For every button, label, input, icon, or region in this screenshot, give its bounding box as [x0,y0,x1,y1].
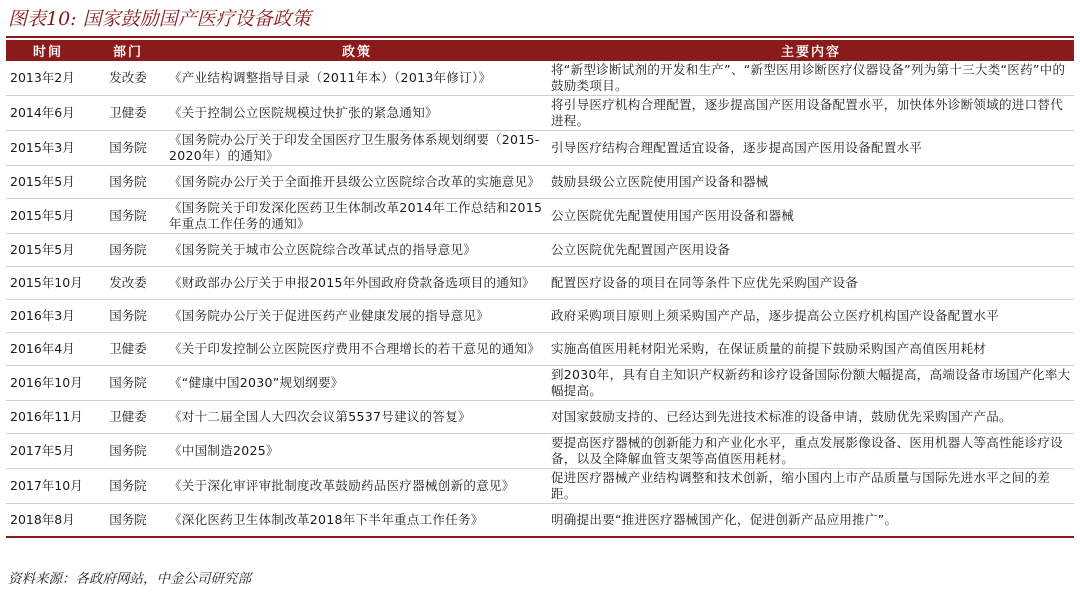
table-row [6,96,1074,131]
header-content: 主要内容 [548,40,1074,61]
cell-time: 2016年4月 [6,333,90,366]
table-row [6,61,1074,96]
cell-time: 2016年11月 [6,401,90,434]
cell-content: 将引导医疗机构合理配置，逐步提高国产医用设备配置水平，加快体外诊断领域的进口替代进程。 [548,96,1074,131]
cell-time: 2015年5月 [6,234,90,267]
cell-time: 2017年5月 [6,434,90,469]
policy-table [6,40,1074,538]
cell-content: 配置医疗设备的项目在同等条件下应优先采购国产设备 [548,267,1074,300]
cell-content: 鼓励县级公立医院使用国产设备和器械 [548,166,1074,199]
cell-policy: 《关于深化审评审批制度改革鼓励药品医疗器械创新的意见》 [166,469,548,504]
cell-dept: 国务院 [90,131,166,166]
cell-time: 2015年5月 [6,166,90,199]
cell-policy: 《关于印发控制公立医院医疗费用不合理增长的若干意见的通知》 [166,333,548,366]
page-title: 图表10: 国家鼓励国产医疗设备政策 [8,8,311,30]
cell-content: 对国家鼓励支持的、已经达到先进技术标准的设备申请，鼓励优先采购国产产品。 [548,401,1074,434]
cell-time: 2014年6月 [6,96,90,131]
cell-policy: 《“健康中国2030”规划纲要》 [166,366,548,401]
cell-time: 2018年8月 [6,504,90,537]
table-row [6,166,1074,199]
cell-dept: 国务院 [90,366,166,401]
cell-dept: 国务院 [90,434,166,469]
table-row [6,131,1074,166]
table-row [6,300,1074,333]
cell-policy: 《财政部办公厅关于申报2015年外国政府贷款备选项目的通知》 [166,267,548,300]
cell-content: 公立医院优先配置使用国产医用设备和器械 [548,199,1074,234]
table-row [6,469,1074,504]
table-row [6,504,1074,537]
cell-dept: 卫健委 [90,401,166,434]
table-header-row [6,40,1074,61]
cell-content: 要提高医疗器械的创新能力和产业化水平，重点发展影像设备、医用机器人等高性能诊疗设备，以及全降解血管支架等高值医用耗材。 [548,434,1074,469]
header-dept: 部门 [90,40,166,61]
cell-time: 2013年2月 [6,61,90,96]
cell-dept: 国务院 [90,504,166,537]
cell-content: 促进医疗器械产业结构调整和技术创新，缩小国内上市产品质量与国际先进水平之间的差距。 [548,469,1074,504]
table-row [6,366,1074,401]
cell-policy: 《产业结构调整指导目录（2011年本）（2013年修订）》 [166,61,548,96]
table-row [6,199,1074,234]
cell-time: 2016年3月 [6,300,90,333]
cell-policy: 《国务院关于城市公立医院综合改革试点的指导意见》 [166,234,548,267]
cell-policy: 《国务院办公厅关于印发全国医疗卫生服务体系规划纲要（2015-2020年）的通知》 [166,131,548,166]
source-note: 资料来源：各政府网站，中金公司研究部 [8,571,251,587]
table-row [6,401,1074,434]
table-row [6,267,1074,300]
cell-time: 2015年3月 [6,131,90,166]
cell-policy: 《对十二届全国人大四次会议第5537号建议的答复》 [166,401,548,434]
cell-dept: 发改委 [90,61,166,96]
cell-content: 引导医疗结构合理配置适宜设备，逐步提高国产医用设备配置水平 [548,131,1074,166]
cell-dept: 国务院 [90,166,166,199]
cell-time: 2016年10月 [6,366,90,401]
cell-dept: 国务院 [90,469,166,504]
cell-time: 2015年10月 [6,267,90,300]
cell-policy: 《国务院关于印发深化医药卫生体制改革2014年工作总结和2015年重点工作任务的通知》 [166,199,548,234]
cell-policy: 《国务院办公厅关于全面推开县级公立医院综合改革的实施意见》 [166,166,548,199]
cell-dept: 卫健委 [90,333,166,366]
cell-content: 到2030年，具有自主知识产权新药和诊疗设备国际份额大幅提高，高端设备市场国产化率大幅提高。 [548,366,1074,401]
table-row [6,234,1074,267]
cell-content: 政府采购项目原则上须采购国产产品，逐步提高公立医疗机构国产设备配置水平 [548,300,1074,333]
cell-policy: 《关于控制公立医院规模过快扩张的紧急通知》 [166,96,548,131]
cell-dept: 国务院 [90,199,166,234]
cell-content: 实施高值医用耗材阳光采购，在保证质量的前提下鼓励采购国产高值医用耗材 [548,333,1074,366]
cell-content: 明确提出要“推进医疗器械国产化，促进创新产品应用推广”。 [548,504,1074,537]
cell-dept: 国务院 [90,234,166,267]
cell-dept: 发改委 [90,267,166,300]
table-row [6,434,1074,469]
title-divider [6,36,1074,38]
cell-time: 2015年5月 [6,199,90,234]
cell-time: 2017年10月 [6,469,90,504]
cell-content: 公立医院优先配置国产医用设备 [548,234,1074,267]
cell-dept: 国务院 [90,300,166,333]
cell-policy: 《国务院办公厅关于促进医药产业健康发展的指导意见》 [166,300,548,333]
cell-dept: 卫健委 [90,96,166,131]
cell-policy: 《深化医药卫生体制改革2018年下半年重点工作任务》 [166,504,548,537]
cell-policy: 《中国制造2025》 [166,434,548,469]
header-time: 时间 [6,40,90,61]
cell-content: 将“新型诊断试剂的开发和生产”、“新型医用诊断医疗仪器设备”列为第十三大类“医药”中的鼓励类项目。 [548,61,1074,96]
header-policy: 政策 [166,40,548,61]
table-row [6,333,1074,366]
